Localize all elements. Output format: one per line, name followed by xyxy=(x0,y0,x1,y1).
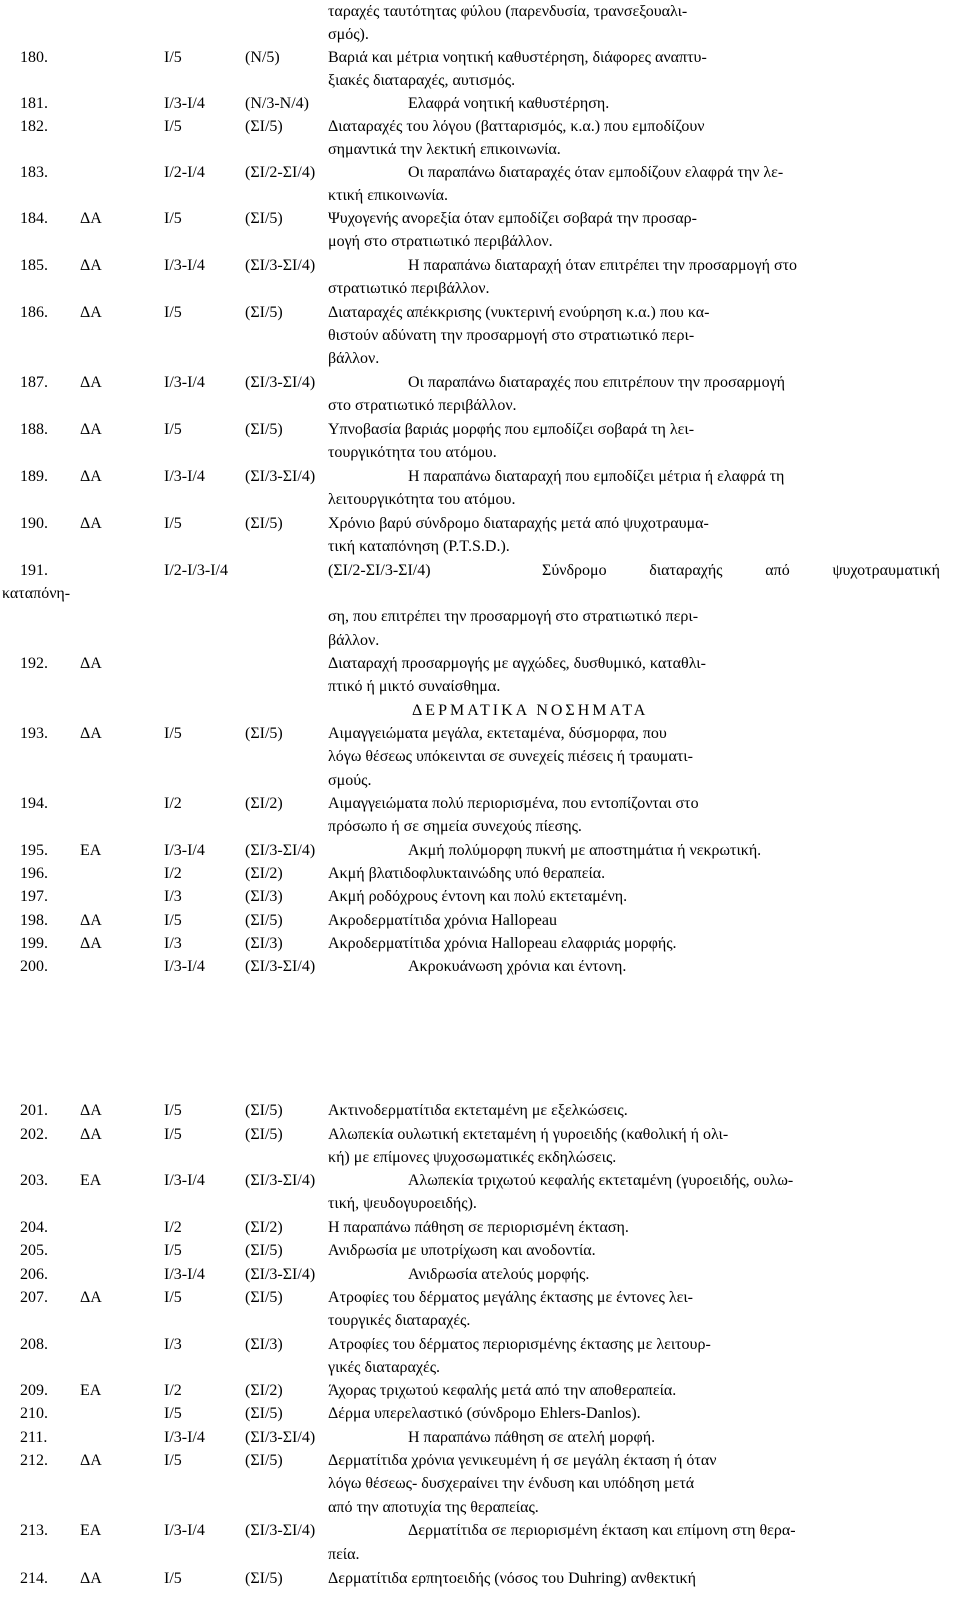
entry-degree: Ι/5 xyxy=(164,421,182,438)
entry-description: Η παραπάνω πάθηση σε ατελή μορφή. xyxy=(408,1429,656,1446)
entry-code: (ΣΙ/3-ΣΙ/4) xyxy=(245,1266,316,1283)
entry-number: 188. xyxy=(20,421,48,438)
entry-description: Οι παραπάνω διαταραχές όταν εμποδίζουν ελαφρά την λε- xyxy=(408,164,784,181)
entry-description: Βαριά και μέτρια νοητική καθυστέρηση, διάφορες αναπτυ- xyxy=(328,49,707,66)
entry-description: Ακροκυάνωση χρόνια και έντονη. xyxy=(408,958,627,975)
entry-code: (ΣΙ/5) xyxy=(245,1452,283,1469)
entry-degree: Ι/3 xyxy=(164,1336,182,1353)
entry-number: 183. xyxy=(20,164,48,181)
entry-category: ΔΑ xyxy=(80,1570,102,1587)
entry-description: βάλλον. xyxy=(328,350,380,367)
entry-description: στο στρατιωτικό περιβάλλον. xyxy=(328,397,517,414)
entry-number: 185. xyxy=(20,257,48,274)
entry-code: (ΣΙ/3-ΣΙ/4) xyxy=(245,468,316,485)
entry-description: Διαταραχές απέκκρισης (νυκτερινή ενούρηση κ.α.) που κα- xyxy=(328,304,710,321)
entry-category: ΕΑ xyxy=(80,1382,102,1399)
entry-category: ΔΑ xyxy=(80,655,102,672)
entry-code: (ΣΙ/5) xyxy=(245,1102,283,1119)
entry-code: (ΣΙ/3) xyxy=(245,935,283,952)
entry-category: ΔΑ xyxy=(80,1126,102,1143)
entry-code: (Ν/5) xyxy=(245,49,280,66)
entry-description: Αιμαγγειώματα πολύ περιορισμένα, που εντοπίζονται στο xyxy=(328,795,699,812)
entry-degree: Ι/3-Ι/4 xyxy=(164,842,205,859)
entry-number: 212. xyxy=(20,1452,48,1469)
entry-category: ΔΑ xyxy=(80,725,102,742)
entry-description: Ακροδερματίτιδα χρόνια Hallopeau xyxy=(328,912,557,929)
entry-description: Ακμή πολύμορφη πυκνή με αποστημάτια ή νεκρωτική. xyxy=(408,842,762,859)
entry-number: 184. xyxy=(20,210,48,227)
entry-category: ΔΑ xyxy=(80,304,102,321)
entry-number: 207. xyxy=(20,1289,48,1306)
entry-number: 201. xyxy=(20,1102,48,1119)
entry-description: Αιμαγγειώματα μεγάλα, εκτεταμένα, δύσμορφα, που xyxy=(328,725,667,742)
entry-number: 181. xyxy=(20,95,48,112)
entry-number: 210. xyxy=(20,1405,48,1422)
entry-code: (ΣΙ/2-ΣΙ/4) xyxy=(245,164,316,181)
entry-degree: Ι/2 xyxy=(164,1382,182,1399)
entry-number: 209. xyxy=(20,1382,48,1399)
entry-number: 205. xyxy=(20,1242,48,1259)
entry-degree: Ι/3 xyxy=(164,888,182,905)
entry-description: Ακμή βλατιδοφλυκταινώδης υπό θεραπεία. xyxy=(328,865,606,882)
continuation-line: σμός). xyxy=(328,26,369,43)
entry-description: μογή στο στρατιωτικό περιβάλλον. xyxy=(328,233,553,250)
entry-description-justified: Σύνδρομο διαταραχής από ψυχοτραυματική xyxy=(542,562,940,579)
entry-code: (ΣΙ/3) xyxy=(245,1336,283,1353)
entry-number: 195. xyxy=(20,842,48,859)
entry-degree: Ι/5 xyxy=(164,1289,182,1306)
entry-code: (ΣΙ/3-ΣΙ/4) xyxy=(245,958,316,975)
entry-degree: Ι/5 xyxy=(164,725,182,742)
entry-number: 208. xyxy=(20,1336,48,1353)
entry-number: 190. xyxy=(20,515,48,532)
entry-code: (ΣΙ/3-ΣΙ/4) xyxy=(245,1429,316,1446)
entry-degree: Ι/5 xyxy=(164,912,182,929)
entry-code: (ΣΙ/5) xyxy=(245,1242,283,1259)
entry-description: γικές διαταραχές. xyxy=(328,1359,441,1376)
entry-category: ΔΑ xyxy=(80,1452,102,1469)
entry-description: πτικό ή μικτό συναίσθημα. xyxy=(328,678,501,695)
entry-description: Δερματίτιδα σε περιορισμένη έκταση και επίμονη στη θερα- xyxy=(408,1522,796,1539)
entry-description: πεία. xyxy=(328,1546,360,1563)
entry-number: 186. xyxy=(20,304,48,321)
entry-degree: Ι/2 xyxy=(164,865,182,882)
entry-number: 193. xyxy=(20,725,48,742)
entry-description-wrap: καταπόνη- xyxy=(2,585,71,602)
entry-number: 182. xyxy=(20,118,48,135)
entry-number: 192. xyxy=(20,655,48,672)
entry-code: (ΣΙ/2) xyxy=(245,1382,283,1399)
entry-category: ΔΑ xyxy=(80,257,102,274)
entry-description: Οι παραπάνω διαταραχές που επιτρέπουν την προσαρμογή xyxy=(408,374,786,391)
entry-description: Η παραπάνω πάθηση σε περιορισμένη έκταση. xyxy=(328,1219,629,1236)
entry-description: τουργικότητα του ατόμου. xyxy=(328,444,497,461)
entry-description: βάλλον. xyxy=(328,632,380,649)
entry-description: Ακροδερματίτιδα χρόνια Hallopeau ελαφριάς μορφής. xyxy=(328,935,677,952)
entry-code: (ΣΙ/3) xyxy=(245,888,283,905)
entry-number: 202. xyxy=(20,1126,48,1143)
entry-degree: Ι/5 xyxy=(164,515,182,532)
entry-degree: Ι/2-Ι/3-Ι/4 xyxy=(164,562,228,579)
entry-description: σημαντικά την λεκτική επικοινωνία. xyxy=(328,141,561,158)
entry-code: (ΣΙ/2) xyxy=(245,1219,283,1236)
entry-category: ΔΑ xyxy=(80,421,102,438)
entry-description: Αλωπεκία ουλωτική εκτεταμένη ή γυροειδής (καθολική ή ολι- xyxy=(328,1126,729,1143)
entry-description: Ελαφρά νοητική καθυστέρηση. xyxy=(408,95,610,112)
entry-number: 199. xyxy=(20,935,48,952)
entry-degree: Ι/3 xyxy=(164,935,182,952)
entry-description: Ατροφίες του δέρματος μεγάλης έκτασης με έντονες λει- xyxy=(328,1289,693,1306)
entry-code: (ΣΙ/3-ΣΙ/4) xyxy=(245,842,316,859)
entry-number: 197. xyxy=(20,888,48,905)
entry-degree: Ι/5 xyxy=(164,1126,182,1143)
entry-description: Ανιδρωσία με υποτρίχωση και ανοδοντία. xyxy=(328,1242,596,1259)
entry-degree: Ι/3-Ι/4 xyxy=(164,1429,205,1446)
entry-degree: Ι/5 xyxy=(164,1452,182,1469)
entry-code: (ΣΙ/5) xyxy=(245,304,283,321)
entry-description: Διαταραχές του λόγου (βατταρισμός, κ.α.) που εμποδίζουν xyxy=(328,118,705,135)
entry-code: (ΣΙ/2) xyxy=(245,865,283,882)
entry-code: (ΣΙ/5) xyxy=(245,1405,283,1422)
entry-degree: Ι/5 xyxy=(164,49,182,66)
entry-description: λειτουργικότητα του ατόμου. xyxy=(328,491,516,508)
entry-description: Η παραπάνω διαταραχή όταν επιτρέπει την προσαρμογή στο xyxy=(408,257,798,274)
entry-degree: Ι/3-Ι/4 xyxy=(164,468,205,485)
entry-code: (ΣΙ/3-ΣΙ/4) xyxy=(245,1172,316,1189)
entry-degree: Ι/2 xyxy=(164,795,182,812)
entry-description: Ατροφίες του δέρματος περιορισμένης έκτασης με λειτουρ- xyxy=(328,1336,711,1353)
entry-code: (ΣΙ/5) xyxy=(245,725,283,742)
entry-description: στρατιωτικό περιβάλλον. xyxy=(328,280,490,297)
entry-description: πρόσωπο ή σε σημεία συνεχούς πίεσης. xyxy=(328,818,582,835)
entry-degree: Ι/3-Ι/4 xyxy=(164,1266,205,1283)
entry-number: 203. xyxy=(20,1172,48,1189)
entry-number: 198. xyxy=(20,912,48,929)
entry-description: Δερματίτιδα ερπητοειδής (νόσος του Duhring) ανθεκτική xyxy=(328,1570,696,1587)
entry-number: 200. xyxy=(20,958,48,975)
entry-description: Αλωπεκία τριχωτού κεφαλής εκτεταμένη (γυροειδής, ουλω- xyxy=(408,1172,794,1189)
entry-number: 180. xyxy=(20,49,48,66)
entry-number: 194. xyxy=(20,795,48,812)
entry-category: ΔΑ xyxy=(80,1289,102,1306)
entry-description: κτική επικοινωνία. xyxy=(328,187,449,204)
entry-code: (ΣΙ/5) xyxy=(245,1570,283,1587)
entry-number: 211. xyxy=(20,1429,48,1446)
entry-category: ΔΑ xyxy=(80,374,102,391)
entry-code: (ΣΙ/5) xyxy=(245,210,283,227)
entry-description: Ακτινοδερματίτιδα εκτεταμένη με εξελκώσεις. xyxy=(328,1102,628,1119)
entry-code: (ΣΙ/3-ΣΙ/4) xyxy=(245,1522,316,1539)
entry-description: Υπνοβασία βαριάς μορφής που εμποδίζει σοβαρά τη λει- xyxy=(328,421,695,438)
entry-description: λόγω θέσεως υπόκεινται σε συνεχείς πιέσεις ή τραυματι- xyxy=(328,748,693,765)
entry-description: ξιακές διαταραχές, αυτισμός. xyxy=(328,72,516,89)
entry-code: (ΣΙ/2-ΣΙ/3-ΣΙ/4) xyxy=(328,562,431,579)
entry-code: (ΣΙ/5) xyxy=(245,515,283,532)
entry-description: Ακμή ροδόχρους έντονη και πολύ εκτεταμένη. xyxy=(328,888,628,905)
entry-code: (ΣΙ/5) xyxy=(245,118,283,135)
entry-number: 214. xyxy=(20,1570,48,1587)
entry-description: Ανιδρωσία ατελούς μορφής. xyxy=(408,1266,590,1283)
entry-degree: Ι/5 xyxy=(164,210,182,227)
continuation-line: ταραχές ταυτότητας φύλου (παρενδυσία, τρανσεξουαλι- xyxy=(328,3,688,20)
entry-description: Ψυχογενής ανορεξία όταν εμποδίζει σοβαρά την προσαρ- xyxy=(328,210,697,227)
entry-description: ση, που επιτρέπει την προσαρμογή στο στρατιωτικό περι- xyxy=(328,608,699,625)
entry-category: ΔΑ xyxy=(80,935,102,952)
entry-description: Χρόνιο βαρύ σύνδρομο διαταραχής μετά από ψυχοτραυμα- xyxy=(328,515,709,532)
entry-category: ΕΑ xyxy=(80,842,102,859)
entry-code: (ΣΙ/5) xyxy=(245,421,283,438)
section-heading: ΔΕΡΜΑΤΙΚΑ ΝΟΣΗΜΑΤΑ xyxy=(412,702,649,719)
entry-degree: Ι/5 xyxy=(164,1405,182,1422)
entry-description: Δερματίτιδα χρόνια γενικευμένη ή σε μεγάλη έκταση ή όταν xyxy=(328,1452,717,1469)
entry-number: 189. xyxy=(20,468,48,485)
entry-degree: Ι/5 xyxy=(164,1570,182,1587)
entry-description: κή) με επίμονες ψυχοσωματικές εκδηλώσεις. xyxy=(328,1149,617,1166)
entry-category: ΔΑ xyxy=(80,515,102,532)
entry-degree: Ι/3-Ι/4 xyxy=(164,1172,205,1189)
entry-number: 187. xyxy=(20,374,48,391)
entry-category: ΕΑ xyxy=(80,1522,102,1539)
entry-description: από την αποτυχία της θεραπείας. xyxy=(328,1499,539,1516)
entry-description: τική καταπόνηση (P.T.S.D.). xyxy=(328,538,510,555)
entry-description: σμούς. xyxy=(328,772,372,789)
entry-code: (ΣΙ/5) xyxy=(245,1126,283,1143)
entry-number: 196. xyxy=(20,865,48,882)
entry-degree: Ι/3-Ι/4 xyxy=(164,95,205,112)
entry-description: τική, ψευδογυροειδής). xyxy=(328,1195,477,1212)
entry-description: Δέρμα υπερελαστικό (σύνδρομο Ehlers-Danlos). xyxy=(328,1405,641,1422)
entry-degree: Ι/5 xyxy=(164,118,182,135)
entry-code: (Ν/3-Ν/4) xyxy=(245,95,309,112)
entry-number: 213. xyxy=(20,1522,48,1539)
entry-category: ΕΑ xyxy=(80,1172,102,1189)
entry-category: ΔΑ xyxy=(80,1102,102,1119)
entry-description: θιστούν αδύνατη την προσαρμογή στο στρατιωτικό περι- xyxy=(328,327,695,344)
entry-code: (ΣΙ/3-ΣΙ/4) xyxy=(245,257,316,274)
entry-description: τουργικές διαταραχές. xyxy=(328,1312,471,1329)
entry-number: 206. xyxy=(20,1266,48,1283)
entry-category: ΔΑ xyxy=(80,912,102,929)
entry-description: Διαταραχή προσαρμογής με αγχώδες, δυσθυμικό, καταθλι- xyxy=(328,655,706,672)
entry-degree: Ι/2-Ι/4 xyxy=(164,164,205,181)
entry-degree: Ι/5 xyxy=(164,304,182,321)
entry-code: (ΣΙ/5) xyxy=(245,912,283,929)
entry-number: 204. xyxy=(20,1219,48,1236)
entry-description: λόγω θέσεως- δυσχεραίνει την ένδυση και υπόδηση μετά xyxy=(328,1475,695,1492)
entry-degree: Ι/3-Ι/4 xyxy=(164,257,205,274)
entry-code: (ΣΙ/3-ΣΙ/4) xyxy=(245,374,316,391)
entry-category: ΔΑ xyxy=(80,210,102,227)
entry-degree: Ι/3-Ι/4 xyxy=(164,1522,205,1539)
entry-code: (ΣΙ/2) xyxy=(245,795,283,812)
entry-number: 191. xyxy=(20,562,48,579)
entry-description: Η παραπάνω διαταραχή που εμποδίζει μέτρια ή ελαφρά τη xyxy=(408,468,785,485)
entry-degree: Ι/3-Ι/4 xyxy=(164,374,205,391)
entry-degree: Ι/3-Ι/4 xyxy=(164,958,205,975)
entry-category: ΔΑ xyxy=(80,468,102,485)
entry-code: (ΣΙ/5) xyxy=(245,1289,283,1306)
entry-degree: Ι/5 xyxy=(164,1102,182,1119)
entry-degree: Ι/5 xyxy=(164,1242,182,1259)
entry-degree: Ι/2 xyxy=(164,1219,182,1236)
entry-description: Άχορας τριχωτού κεφαλής μετά από την αποθεραπεία. xyxy=(328,1382,677,1399)
